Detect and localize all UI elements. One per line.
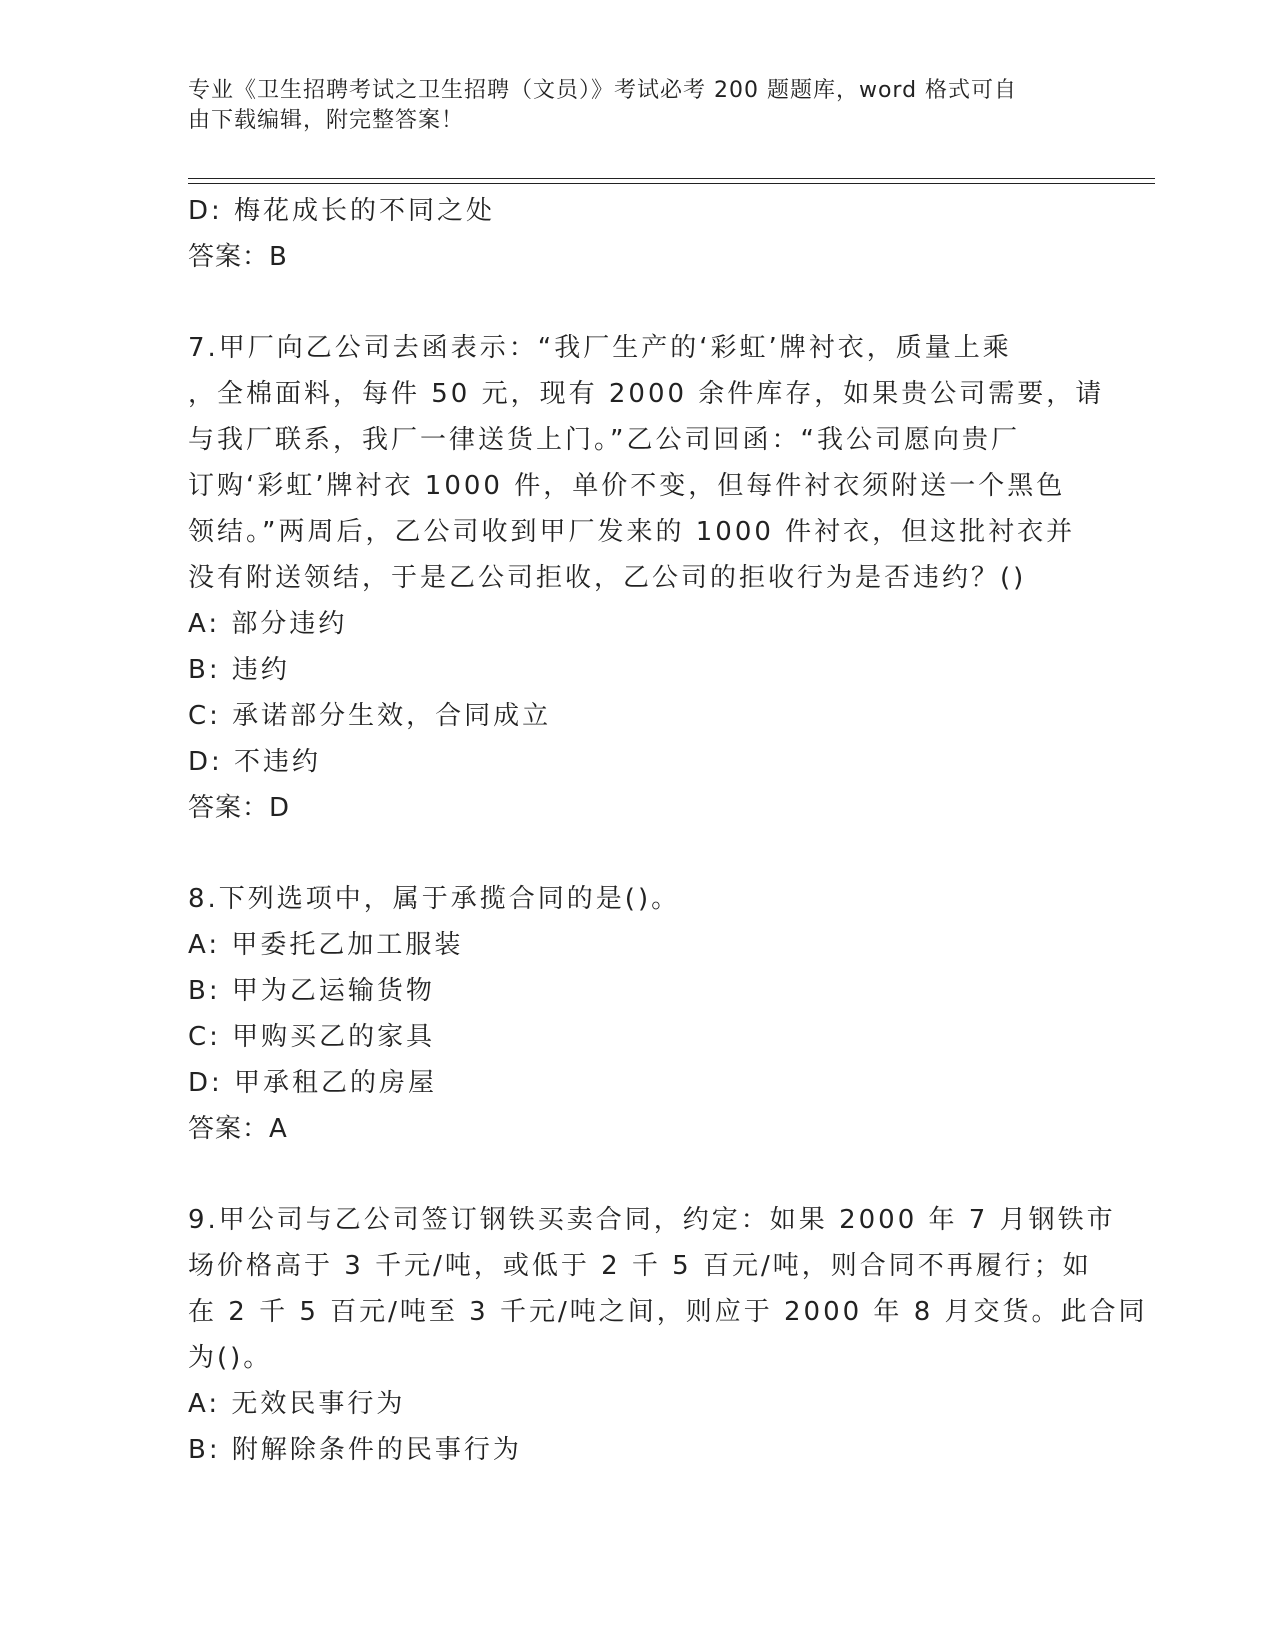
question-stem-line: 与我厂联系，我厂一律送货上门。”乙公司回函：“我公司愿向贵厂 [188, 425, 1020, 455]
page-header [188, 76, 1078, 136]
question-stem-line: 订购‘彩虹’牌衬衣 1000 件，单价不变，但每件衬衣须附送一个黑色 [188, 471, 1066, 501]
option-a: A: 无效民事行为 [188, 1389, 406, 1419]
answer: 答案：A [188, 1114, 288, 1144]
spacer [188, 280, 1088, 325]
document-body [188, 188, 1148, 1473]
option-c: C: 甲购买乙的家具 [188, 1022, 436, 1052]
header-line-2: 由下载编辑，附完整答案！ [188, 108, 465, 133]
question-stem-line: 领结。”两周后，乙公司收到甲厂发来的 1000 件衬衣，但这批衬衣并 [188, 517, 1076, 547]
option-d: D: 不违约 [188, 747, 322, 777]
question-stem-line: 8.下列选项中，属于承揽合同的是()。 [188, 884, 681, 914]
header-line-1: 专业《卫生招聘考试之卫生招聘（文员）》考试必考 200 题题库，word 格式可自 [188, 78, 1018, 103]
option-c: C: 承诺部分生效，合同成立 [188, 701, 552, 731]
spacer [188, 831, 1088, 876]
option-b: B: 附解除条件的民事行为 [188, 1435, 522, 1465]
question-stem-line: 为()。 [188, 1343, 273, 1373]
question-stem-line: 场价格高于 3 千元/吨，或低于 2 千 5 百元/吨，则合同不再履行；如 [188, 1251, 1092, 1281]
option-b: B: 甲为乙运输货物 [188, 976, 435, 1006]
question-stem-line: 没有附送领结，于是乙公司拒收，乙公司的拒收行为是否违约？() [188, 563, 1027, 593]
question-stem-line: 在 2 千 5 百元/吨至 3 千元/吨之间，则应于 2000 年 8 月交货。此合同 [188, 1297, 1148, 1327]
question-stem-line: ，全棉面料，每件 50 元，现有 2000 余件库存，如果贵公司需要，请 [188, 379, 1105, 409]
question-stem-line: 7.甲厂向乙公司去函表示：“我厂生产的‘彩虹’牌衬衣，质量上乘 [188, 333, 1012, 363]
answer: 答案：D [188, 793, 291, 823]
spacer [188, 1152, 1088, 1197]
question-9 [188, 1197, 1148, 1473]
option-a: A: 部分违约 [188, 609, 348, 639]
option-a: A: 甲委托乙加工服装 [188, 930, 464, 960]
answer: 答案：B [188, 242, 288, 272]
option-d: D: 梅花成长的不同之处 [188, 196, 496, 226]
question-stem-line: 9.甲公司与乙公司签订钢铁买卖合同，约定：如果 2000 年 7 月钢铁市 [188, 1205, 1116, 1235]
question-7 [188, 325, 1105, 831]
option-d: D: 甲承租乙的房屋 [188, 1068, 438, 1098]
header-divider [188, 178, 1155, 184]
option-b: B: 违约 [188, 655, 290, 685]
question-6-tail [188, 188, 1088, 280]
question-8 [188, 876, 1088, 1152]
